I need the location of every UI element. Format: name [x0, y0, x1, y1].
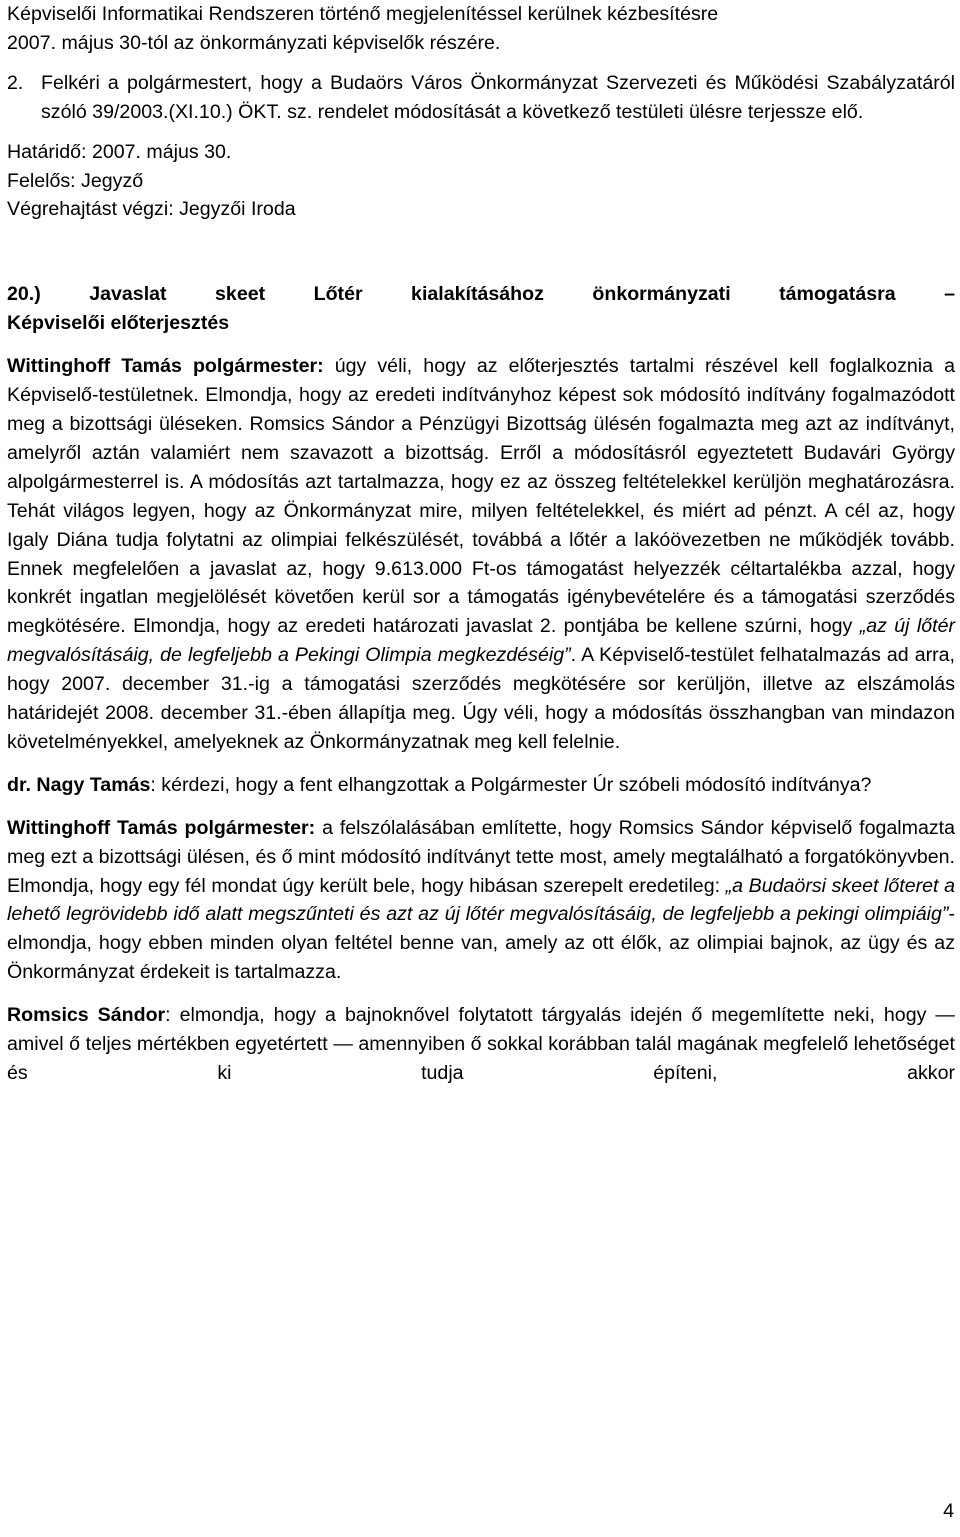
paragraph-text: . A Képviselő-testület felhatalmazás ad arra, hogy 2007. december 31.-ig a támogatási szerződés megkötésére sor kerüljön, illetve az elszámolás határidejét 2008. december 31.-ében állapítja meg. Úgy véli, hogy a módosítás összhangban van mindazon követelményekkel, amelyeknek az Önkormányzatnak meg kell felelnie. [7, 644, 955, 753]
executor-line: Végrehajtást végzi: Jegyzői Iroda [7, 198, 296, 221]
speaker-name: Nagy Tamás [36, 773, 151, 796]
section-subtitle: Képviselői előterjesztés [7, 312, 230, 335]
spacer [7, 58, 955, 69]
spacer [7, 127, 955, 138]
speaker-name: Wittinghoff Tamás polgármester: [7, 355, 324, 378]
paragraph-romsics [7, 1001, 955, 1088]
spacer [7, 987, 955, 1001]
item-text: Felkéri a polgármestert, hogy a Budaörs Város Önkormányzat Szervezeti és Működési Szabályzatáról szóló 39/2003.(XI.10.) ÖKT. sz. rendelet módosítását a következő testületi ülésre terjessze elő. [41, 71, 955, 123]
paragraph-nagy [7, 771, 955, 800]
paragraph-wittinghoff-2 [7, 814, 955, 987]
intro-paragraph [7, 0, 955, 58]
paragraph-text: : elmondja, hogy a bajnoknővel folytatott tárgyalás idején ő megemlítette neki, hogy — amivel ő teljes mértékben egyetértett — amennyiben ő sokkal korábban talál magának megfelelő lehetőséget és ki tudja építeni, akkor [7, 1004, 955, 1084]
paragraph-text: úgy véli, hogy az előterjesztés tartalmi részével kell foglalkoznia a Képviselő-testületnek. Elmondja, hogy az eredeti indítványhoz képest sok módosító indítvány fogalmazódott meg a bizottsági üléseken. Romsics Sándor a Pénzügyi Bizottság ülésén fogalmazta meg azt az indítványt, amelyről aztán valamiért nem szavazott a bizottság. Erről a módosításról egyeztetett Budavári György alpolgármesterrel is. A módosítás azt tartalmazza, hogy ez az összeg feltételekkel kerüljön meghatározásra. Tehát világos legyen, hogy az Önkormányzat mire, milyen feltételekkel, és miért ad pénzt. A cél az, hogy Igaly Diána tudja folytatni az olimpiai felkészülését, továbbá a lőtér a lakóövezetben ne működjék tovább. Ennek megfelelően a javaslat az, hogy 9.613.000 Ft-os támogatást helyezzék céltartalékba azzal, hogy konkrét ingatlan megjelölését követően kerül sor a támogatás igénybevételére és a támogatási szerződés megkötésére. Elmondja, hogy az eredeti határozati javaslat 2. pontjába be kellene szúrni, hogy [7, 355, 956, 638]
intro-line-2: 2007. május 30-tól az önkormányzati képviselők részére. [7, 31, 501, 54]
speaker-name: Wittinghoff Tamás polgármester: [7, 816, 316, 839]
spacer [7, 757, 955, 771]
numbered-item-2 [7, 69, 955, 127]
spacer [7, 800, 955, 814]
section-title [7, 280, 955, 309]
responsible-line: Felelős: Jegyző [7, 169, 144, 192]
page-number: 4 [943, 1500, 954, 1522]
paragraph-text: - elmondja, hogy ebben minden olyan feltétel benne van, amely az ott élők, az olimpiai bajnok, az ügy és az Önkormányzat érdekeit is tartalmazza. [7, 903, 955, 984]
paragraph-text: : kérdezi, hogy a fent elhangzottak a Polgármester Úr szóbeli módosító indítványa? [150, 773, 872, 796]
italic-quote: „a Budaörsi skeet lőteret a lehető legrövidebb idő alatt megszűnteti és azt az új lőtér megvalósításáig, de legfeljebb a pekingi olimpiáig” [7, 874, 956, 926]
speaker-title: dr. [7, 773, 31, 796]
intro-line-1: Képviselői Informatikai Rendszeren történő megjelenítéssel kerülnek kézbesítésre [7, 3, 719, 25]
section-title-main: 20.) Javaslat skeet Lőtér kialakításához önkormányzati támogatásra – [7, 283, 955, 306]
spacer [7, 338, 955, 352]
paragraph-text: a felszólalásában említette, hogy Romsics Sándor képviselő fogalmazta meg ezt a bizottsági ülésen, és ő mint módosító indítványt tette most, amely megtalálható a forgatókönyvben. Elmondja, hogy egy fél mondat úgy került bele, hogy hibásan szerepelt eredetileg: [7, 816, 955, 897]
deadline-line: Határidő: 2007. május 30. [7, 140, 232, 163]
document-page [7, 0, 955, 1088]
speaker-name: Romsics Sándor [7, 1004, 166, 1027]
item-number: 2. [7, 71, 24, 94]
spacer [7, 224, 955, 280]
italic-quote: „az új lőtér megvalósításáig, de legfeljebb a Pekingi Olimpia megkezdéséig” [7, 615, 955, 667]
paragraph-wittinghoff-1 [7, 352, 955, 757]
